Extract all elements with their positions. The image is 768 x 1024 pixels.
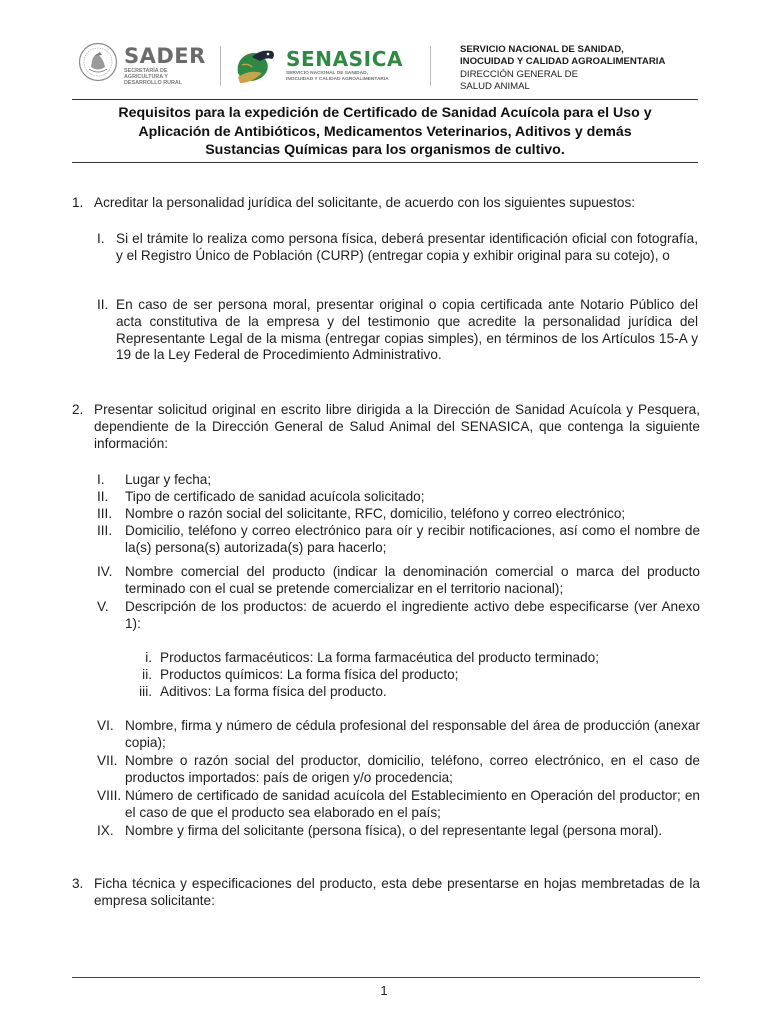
sublist-item-number: I. xyxy=(97,472,105,487)
sublist-item-number: III. xyxy=(97,506,113,521)
sublist-item-text: Nombre, firma y número de cédula profesional del responsable del área de producción (anexar copia); xyxy=(125,718,700,750)
sublist-item-text: Nombre o razón social del solicitante, RFC, domicilio, teléfono y correo electrónico; xyxy=(125,506,626,521)
sublist-item-text: Nombre o razón social del productor, domicilio, teléfono, correo electrónico, en el caso de productos importados: país de origen y/o procedencia; xyxy=(125,753,700,785)
sublist-item-text: Descripción de los productos: de acuerdo el ingrediente activo debe especificarse (ver Anexo 1): xyxy=(125,599,700,631)
sublist-item-number: V. xyxy=(97,599,109,614)
letterhead xyxy=(72,38,702,94)
roman-subitem-number: ii. xyxy=(142,667,152,682)
sublist-item-number: II. xyxy=(97,489,109,504)
list-item-text: Acreditar la personalidad jurídica del solicitante, de acuerdo con los siguientes supuestos: xyxy=(94,195,636,210)
roman-subitem-text: Aditivos: La forma física del producto. xyxy=(160,684,387,699)
list-item-number: 3. xyxy=(72,876,84,891)
sublist-item-number: VII. xyxy=(97,753,118,768)
sublist-item-text: Si el trámite lo realiza como persona física, deberá presentar identificación oficial con fotografía, y el Registro Único de Población (CURP) (entregar copia y exhibir original para su cotejo), o xyxy=(116,231,698,263)
mexican-coat-of-arms-seal-icon xyxy=(78,42,118,82)
senasica-logo-subtitle: SERVICIO NACIONAL DE SANIDAD, INOCUIDAD Y CALIDAD AGROALIMENTARIA xyxy=(286,71,389,82)
sader-logo-wordmark: SADER xyxy=(124,44,206,68)
footer-rule xyxy=(72,977,700,978)
header-divider xyxy=(220,46,221,86)
sublist-item-number: I. xyxy=(97,231,105,246)
agency-line: INOCUIDAD Y CALIDAD AGROALIMENTARIA xyxy=(460,56,666,68)
header-divider xyxy=(430,46,431,86)
title-bottom-rule xyxy=(72,162,698,163)
sublist-item-number: II. xyxy=(97,297,109,312)
page-number: 1 xyxy=(380,983,388,998)
sublist-item-number: VIII. xyxy=(97,788,122,803)
sublist-item-text: En caso de ser persona moral, presentar original o copia certificada ante Notario Público del acta constitutiva de la empresa y del testimonio que acredite la personalidad jurídica del Representante Legal de la misma (entregar copias simples), en términos de los Artículos 15-A y 19 de la Ley Federal de Procedimiento Administrativo. xyxy=(116,297,698,363)
senasica-animal-logo-icon xyxy=(232,43,280,87)
agency-line: SALUD ANIMAL xyxy=(460,80,530,92)
roman-subitem-number: iii. xyxy=(139,684,152,699)
document-title: Requisitos para la expedición de Certificado de Sanidad Acuícola para el Uso y Aplicación de Antibióticos, Medicamentos Veterinarios, Aditivos y demás Sustancias Químicas para los organismos de cultivo. xyxy=(118,105,652,158)
senasica-logo-wordmark: SENASICA xyxy=(286,47,404,71)
sublist-item-number: IX. xyxy=(97,823,114,838)
agency-line: SERVICIO NACIONAL DE SANIDAD, xyxy=(460,44,624,55)
agency-name-block xyxy=(460,44,705,93)
list-item-number: 2. xyxy=(72,402,84,417)
list-item-text: Presentar solicitud original en escrito libre dirigida a la Dirección de Sanidad Acuícola y Pesquera, dependiente de la Dirección General de Salud Animal del SENASICA, que contenga la siguiente información: xyxy=(94,402,700,451)
sublist-item-text: Número de certificado de sanidad acuícola del Establecimiento en Operación del productor; en el caso de que el producto sea elaborado en el país; xyxy=(125,788,700,820)
sublist-item-number: III. xyxy=(97,523,113,538)
sublist-item-text: Lugar y fecha; xyxy=(125,472,212,487)
sublist-item-text: Domicilio, teléfono y correo electrónico para oír y recibir notificaciones, así como el nombre de la(s) persona(s) autorizada(s) para hacerlo; xyxy=(125,523,700,555)
agency-line: DIRECCIÓN GENERAL DE xyxy=(460,68,578,80)
sublist-item-text: Nombre comercial del producto (indicar la denominación comercial o marca del producto terminado con el cual se pretende comercializar en el territorio nacional); xyxy=(125,564,700,596)
roman-subitem-text: Productos químicos: La forma física del producto; xyxy=(160,667,459,682)
title-top-rule xyxy=(72,99,698,100)
roman-subitem-number: i. xyxy=(145,650,152,665)
list-item-text: Ficha técnica y especificaciones del producto, esta debe presentarse en hojas membretadas de la empresa solicitante: xyxy=(94,876,700,908)
sublist-item-number: IV. xyxy=(97,564,113,579)
roman-subitem-text: Productos farmacéuticos: La forma farmacéutica del producto terminado; xyxy=(160,650,599,665)
sublist-item-text: Nombre y firma del solicitante (persona física), o del representante legal (persona moral). xyxy=(125,823,663,838)
sader-logo-subtitle: SECRETARÍA DE AGRICULTURA Y DESARROLLO RURAL xyxy=(124,68,183,87)
sublist-item-number: VI. xyxy=(97,718,114,733)
sublist-item-text: Tipo de certificado de sanidad acuícola solicitado; xyxy=(125,489,425,504)
list-item-number: 1. xyxy=(72,195,84,210)
